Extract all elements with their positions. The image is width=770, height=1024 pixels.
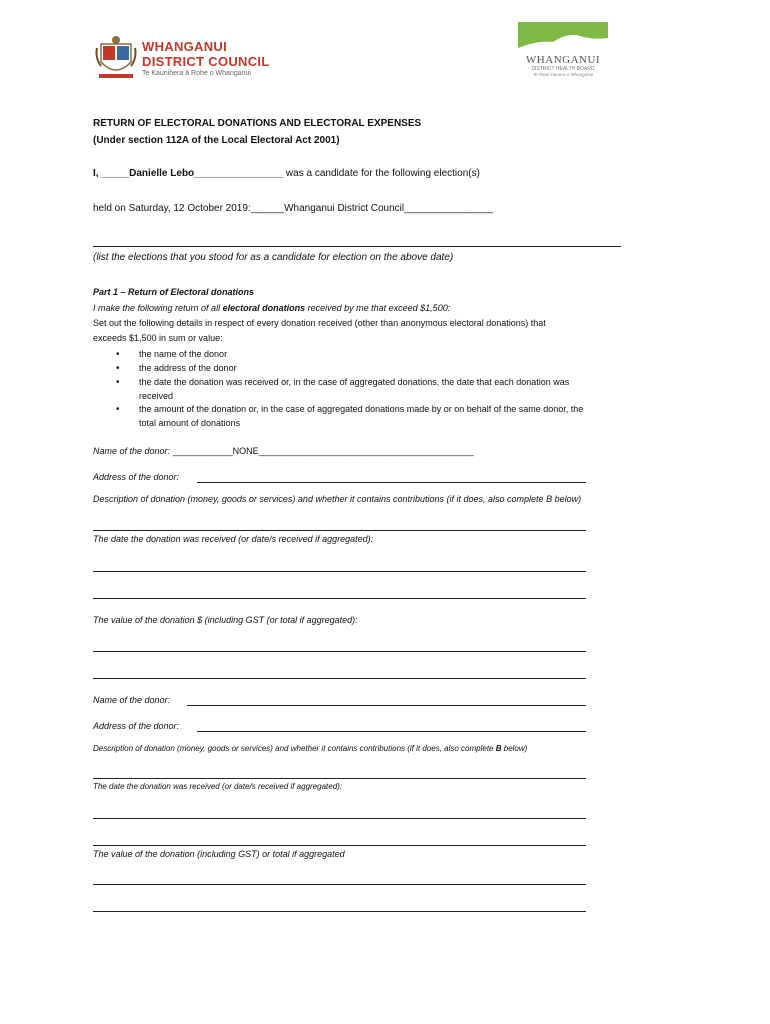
bullet-item: the name of the donor	[139, 349, 228, 359]
donor2-date-field[interactable]	[93, 845, 586, 846]
part1-title: Part 1 – Return of Electoral donations	[93, 287, 255, 297]
elections-list-note: (list the elections that you stood for as a candidate for election on the above date)	[93, 252, 454, 263]
bullet-item: the date the donation was received or, in the case of aggregated donations, the date that each donation was	[139, 377, 570, 387]
donor2-name-label: Name of the donor:	[93, 695, 171, 705]
wdc-name-line1: WHANGANUI	[142, 39, 228, 54]
donor1-name-value: ____________NONE___________________________________________	[172, 446, 474, 456]
donor1-address-label: Address of the donor:	[93, 472, 180, 482]
dhb-mountain-icon	[518, 22, 608, 52]
wdc-name-line2: DISTRICT COUNCIL	[142, 54, 270, 69]
dhb-logo	[515, 22, 611, 78]
donor2-description-label	[93, 745, 527, 753]
donor1-value-label: The value of the donation $ (including GST (or total if aggregated):	[93, 615, 358, 625]
donor2-value-field[interactable]	[93, 884, 586, 885]
wdc-logo	[95, 34, 270, 82]
bullet-item-continued: total amount of donations	[139, 418, 241, 428]
dhb-name: WHANGANUI	[525, 54, 601, 66]
donor1-date-label: The date the donation was received (or date/s received if aggregated):	[93, 534, 374, 544]
donor2-description-c: below)	[501, 744, 528, 753]
bullet-icon: •	[116, 349, 120, 360]
form-title: RETURN OF ELECTORAL DONATIONS AND ELECTORAL EXPENSES	[93, 118, 422, 129]
elections-list-line	[93, 246, 621, 247]
part1-setout-2: exceeds $1,500 in sum or value:	[93, 333, 223, 343]
donor2-description-field[interactable]	[93, 778, 586, 779]
candidate-name: I, _____Danielle Lebo________________	[93, 168, 284, 179]
bullet-icon: •	[116, 363, 120, 374]
dhb-subtitle-maori: Te Poari Hauora o Whanganui	[532, 72, 594, 77]
donor1-description-label: Description of donation (money, goods or services) and whether it contains contributions (if it does, also complete B below)	[93, 494, 582, 504]
donor2-value-field[interactable]	[93, 911, 586, 912]
donor1-name-row	[93, 447, 474, 456]
donor2-description-b: B	[495, 744, 502, 753]
part1-intro-b: received by me that exceed $1,500:	[305, 303, 451, 313]
candidate-suffix: was a candidate for the following election(s)	[283, 168, 480, 179]
bullet-icon: •	[116, 404, 120, 415]
donor1-description-field[interactable]	[93, 530, 586, 531]
donor2-date-label: The date the donation was received (or date/s received if aggregated):	[93, 782, 343, 791]
donor1-date-field[interactable]	[93, 571, 586, 572]
part1-setout-1: Set out the following details in respect of every donation received (other than anonymous electoral donations) that	[93, 318, 546, 328]
donor2-address-field[interactable]	[197, 731, 586, 732]
part1-intro-a: I make the following return of all	[93, 303, 223, 313]
part1-intro-bold: electoral donations	[222, 303, 306, 313]
donor1-value-field[interactable]	[93, 678, 586, 679]
donor2-name-field[interactable]	[187, 705, 586, 706]
election-held-on: held on Saturday, 12 October 2019:______Whanganui District Council________________	[93, 203, 494, 214]
bullet-item: the address of the donor	[139, 363, 237, 373]
donor1-value-field[interactable]	[93, 651, 586, 652]
donor2-value-label: The value of the donation (including GST) or total if aggregated	[93, 849, 345, 859]
donor1-address-field[interactable]	[197, 482, 586, 483]
bullet-icon: •	[116, 377, 120, 388]
form-subtitle: (Under section 112A of the Local Electoral Act 2001)	[93, 135, 340, 146]
donor2-date-field[interactable]	[93, 818, 586, 819]
bullet-item-continued: received	[139, 391, 174, 401]
donor2-address-label: Address of the donor:	[93, 721, 180, 731]
dhb-subtitle: DISTRICT HEALTH BOARD	[531, 66, 595, 72]
part1-intro	[93, 304, 450, 313]
donor2-description-a: Description of donation (money, goods or services) and whether it contains contributions (if it does, also complete	[93, 744, 496, 753]
candidate-line	[93, 169, 480, 179]
council-crest-icon	[95, 34, 137, 80]
donor1-date-field[interactable]	[93, 598, 586, 599]
donor1-name-label: Name of the donor:	[93, 446, 171, 456]
wdc-tagline: Te Kaunihera ā Rohe o Whanganui	[142, 70, 251, 77]
bullet-item: the amount of the donation or, in the case of aggregated donations made by or on behalf of the same donor, the	[139, 404, 584, 414]
